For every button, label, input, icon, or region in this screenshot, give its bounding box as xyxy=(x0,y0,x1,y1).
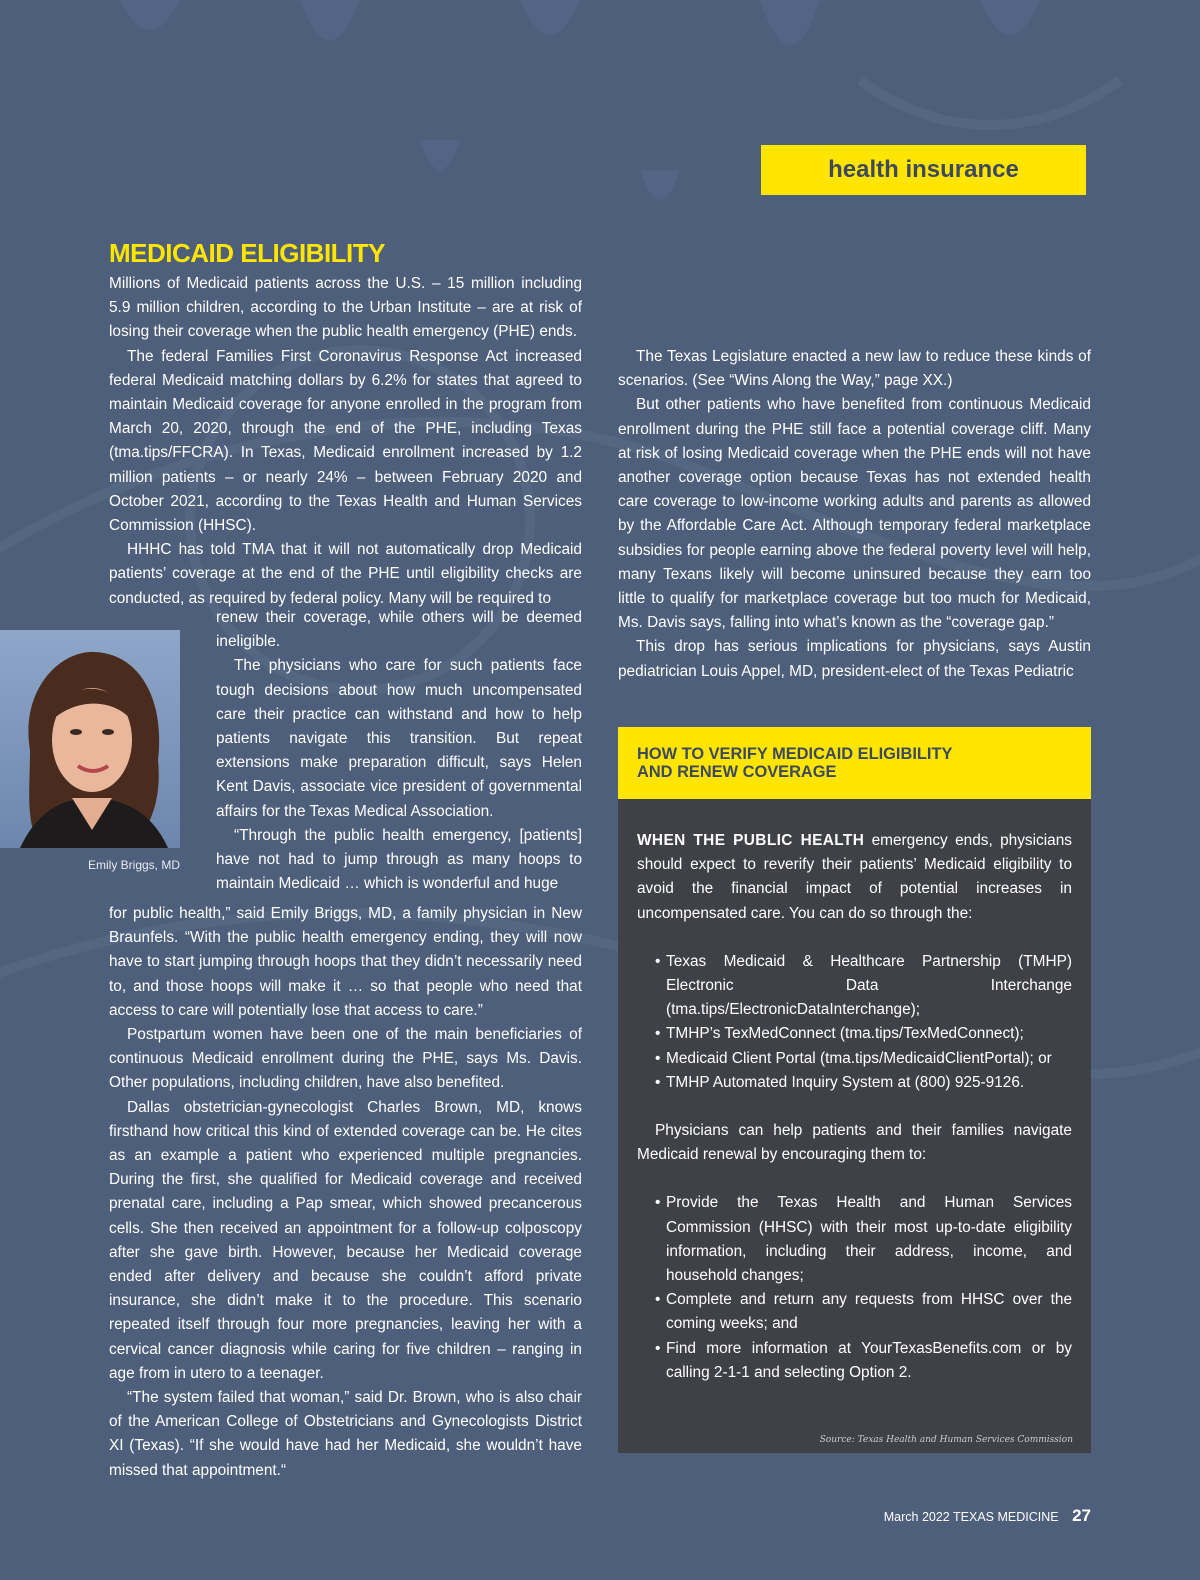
right-column xyxy=(618,345,1091,684)
verification-methods-list xyxy=(637,950,1072,1095)
body-paragraph: Millions of Medicaid patients across the U.S. – 15 million including 5.9 million children, according to the Urban Institute – are at risk of losing their coverage when the public health emergency (PHE) ends. xyxy=(109,275,582,341)
list-item: • Complete and return any requests from HHSC over the coming weeks; and xyxy=(655,1288,1072,1336)
sidebar-title-line: AND RENEW COVERAGE xyxy=(637,763,837,781)
body-paragraph: “The system failed that woman,” said Dr. Brown, who is also chair of the American College of Obstetricians and Gynecologists District XI (Texas). “If she would have had her Medicaid, she wouldn’t have missed that appointment.“ xyxy=(109,1389,582,1479)
article-headline: MEDICAID ELIGIBILITY xyxy=(109,238,385,268)
renewal-steps-list xyxy=(637,1191,1072,1385)
sidebar-intro xyxy=(637,829,1072,926)
body-paragraph: The physicians who care for such patients face tough decisions about how much uncompensated care their practice can withstand and how to help patients navigate this transition. But repeat extensions make preparation difficult, says Helen Kent Davis, associate vice president of governmental affairs for the Texas Medical Association. xyxy=(216,657,582,820)
section-tag: health insurance xyxy=(761,145,1086,195)
body-paragraph: Dallas obstetrician-gynecologist Charles Brown, MD, knows firsthand how critical this kind of extended coverage can be. He cites as an example a patient who experienced multiple pregnancies. During the first, she qualified for Medicaid coverage and received prenatal care, including a Pap smear, which showed precancerous cells. She then received an appointment for a follow-up colposcopy after she gave birth. However, because her Medicaid coverage ended after delivery and because she couldn’t afford private insurance, she didn’t make it to the procedure. This scenario repeated itself through four more pregnancies, leaving her with a cervical cancer diagnosis while caring for five children – ranging in age from in utero to a teenager. xyxy=(109,1098,582,1382)
left-column-bottom xyxy=(109,902,582,1483)
sidebar-body xyxy=(618,799,1091,1385)
body-paragraph: renew their coverage, while others will be deemed ineligible. xyxy=(216,609,582,651)
sidebar-middle-text: Physicians can help patients and their families navigate Medicaid renewal by encouraging them to: xyxy=(637,1122,1072,1164)
sidebar-intro-text: emergency ends, physicians should expect to reverify their patients’ Medicaid eligibility to avoid the financial impact of potential increases in uncompensated care. You can do so through the: xyxy=(637,832,1072,922)
issue-date: March 2022 xyxy=(883,1510,950,1524)
body-paragraph: “Through the public health emergency, [patients] have not had to jump through as many hoops to maintain Medicaid … which is wonderful and huge xyxy=(216,826,582,893)
sidebar-title xyxy=(618,727,1091,799)
body-paragraph: This drop has serious implications for physicians, says Austin pediatrician Louis Appel, MD, president-elect of the Texas Pediatric xyxy=(618,638,1091,680)
list-item: • Provide the Texas Health and Human Services Commission (HHSC) with their most up-to-date eligibility information, including their address, income, and household changes; xyxy=(655,1191,1072,1288)
body-paragraph: The Texas Legislature enacted a new law to reduce these kinds of scenarios. (See “Wins Along the Way,” page XX.) xyxy=(618,348,1091,390)
info-sidebar xyxy=(618,727,1091,1453)
body-paragraph: HHHC has told TMA that it will not automatically drop Medicaid patients’ coverage at the end of the PHE until eligibility checks are conducted, as required by federal policy. Many will be required to xyxy=(109,541,582,607)
page-footer xyxy=(884,1506,1091,1526)
magazine-name: TEXAS MEDICINE xyxy=(953,1510,1059,1524)
list-item: • TMHP’s TexMedConnect (tma.tips/TexMedConnect); xyxy=(655,1022,1072,1046)
author-photo xyxy=(0,630,180,848)
body-paragraph: Postpartum women have been one of the main beneficiaries of continuous Medicaid enrollment during the PHE, says Ms. Davis. Other populations, including children, have also benefited. xyxy=(109,1026,582,1092)
sidebar-source: Source: Texas Health and Human Services Commission xyxy=(819,1435,1073,1445)
body-paragraph: The federal Families First Coronavirus Response Act increased federal Medicaid matching dollars by 6.2% for states that agreed to maintain Medicaid coverage for anyone enrolled in the program from March 20, 2020, through the end of the PHE, including Texas (tma.tips/FFCRA). In Texas, Medicaid enrollment increased by 1.2 million patients – or nearly 24% – between February 2020 and October 2021, according to the Texas Health and Human Services Commission (HHSC). xyxy=(109,347,582,535)
photo-caption: Emily Briggs, MD xyxy=(87,858,180,872)
list-item: • Find more information at YourTexasBenefits.com or by calling 2-1-1 and selecting Option 2. xyxy=(655,1337,1072,1385)
sidebar-lead-in: WHEN THE PUBLIC HEALTH xyxy=(637,832,865,849)
list-item: • Texas Medicaid & Healthcare Partnership (TMHP) Electronic Data Interchange (tma.tips/ElectronicDataInterchange); xyxy=(655,950,1072,1023)
body-paragraph: for public health,” said Emily Briggs, MD, a family physician in New Braunfels. “With the public health emergency ending, they will now have to start jumping through hoops that they didn’t necessarily need to, and those hoops will make it … so that people who need that access to care will potentially lose that access to care.” xyxy=(109,905,582,1019)
body-paragraph: But other patients who have benefited from continuous Medicaid enrollment during the PHE still face a potential coverage cliff. Many at risk of losing Medicaid coverage when the PHE ends will not have another coverage option because Texas has not extended health care coverage to low-income working adults and parents as allowed by the Affordable Care Act. Although temporary federal marketplace subsidies for people earning above the federal poverty level will help, many Texans likely will become uninsured because they earn too little to qualify for marketplace coverage but too much for Medicaid, Ms. Davis says, falling into what’s known as the “coverage gap.” xyxy=(618,396,1091,632)
list-item: • Medicaid Client Portal (tma.tips/MedicaidClientPortal); or xyxy=(655,1047,1072,1071)
left-column-top xyxy=(109,272,582,611)
list-item: • TMHP Automated Inquiry System at (800) 925-9126. xyxy=(655,1071,1072,1095)
page-number: 27 xyxy=(1072,1506,1091,1525)
sidebar-title-line: HOW TO VERIFY MEDICAID ELIGIBILITY xyxy=(637,745,953,763)
left-column-wrap xyxy=(216,606,582,896)
